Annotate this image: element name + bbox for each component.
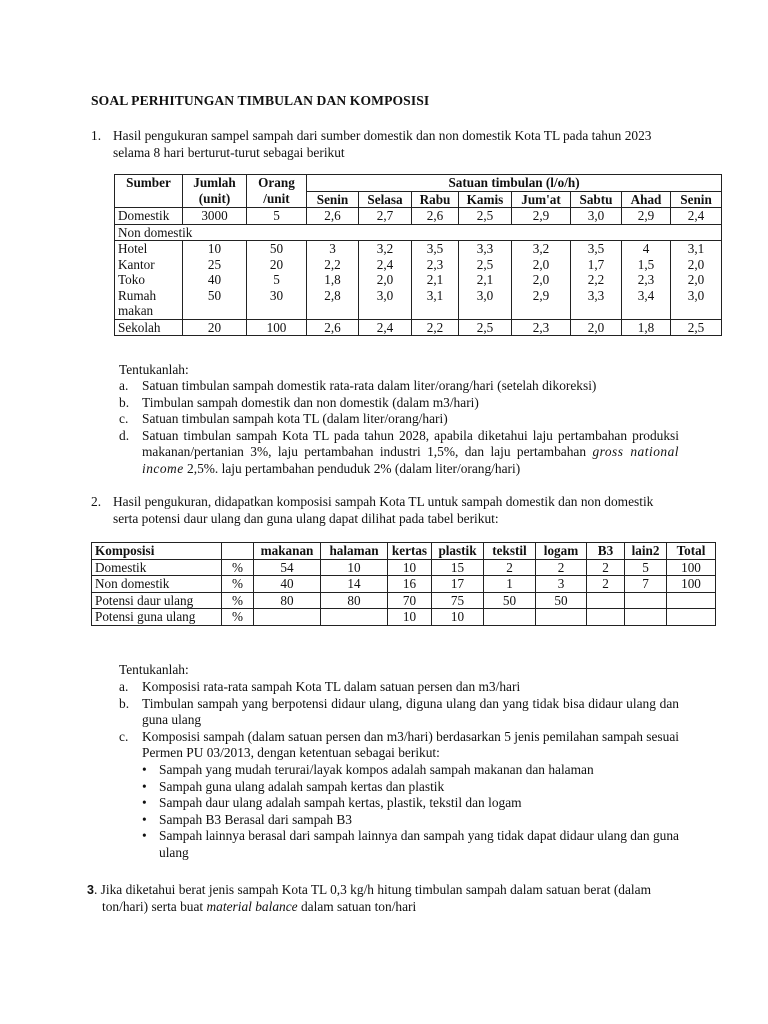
komposisi-cell: 10 — [388, 609, 432, 626]
komposisi-header: logam — [536, 543, 587, 560]
komposisi-cell: 10 — [388, 559, 432, 576]
timbulan-cell: 2,6 — [307, 319, 359, 336]
unit-cell: % — [222, 609, 254, 626]
question-1-line-1: Hasil pengukuran sampel sampah dari sumber domestik dan non domestik Kota TL pada tahun 2023 — [113, 128, 652, 143]
header-satuan-timbulan: Satuan timbulan (l/o/h) — [307, 175, 722, 192]
q2-task-list — [119, 679, 679, 862]
komposisi-cell — [321, 609, 388, 626]
orang-cell: 100 — [247, 319, 307, 336]
timbulan-cell: 1,5 — [622, 257, 671, 273]
source-label: Hotel — [115, 241, 183, 257]
komposisi-cell — [587, 592, 625, 609]
timbulan-cell: 3,2 — [359, 241, 412, 257]
komposisi-cell — [536, 609, 587, 626]
question-2-line-2: serta potensi daur ulang dan guna ulang dapat dilihat pada tabel berikut: — [113, 510, 499, 526]
timbulan-cell: 3,3 — [459, 241, 512, 257]
orang-cell: 50 — [247, 241, 307, 257]
komposisi-cell: 3 — [536, 576, 587, 593]
q2-task-item: c. Komposisi sampah (dalam satuan persen dan m3/hari) berdasarkan 5 jenis pemilahan sampah sesuai Permen PU 03/2013, dengan ketentuan sebagai berikut: — [119, 728, 679, 761]
komposisi-cell: 15 — [432, 559, 484, 576]
komposisi-header — [222, 543, 254, 560]
komposisi-cell — [484, 609, 536, 626]
unit-cell: % — [222, 592, 254, 609]
komposisi-header: plastik — [432, 543, 484, 560]
timbulan-cell: 2,3 — [622, 272, 671, 288]
komposisi-cell: 10 — [321, 559, 388, 576]
komposisi-cell: 75 — [432, 592, 484, 609]
question-1-text — [113, 128, 685, 161]
timbulan-cell: 2,5 — [671, 319, 722, 336]
komposisi-cell: 16 — [388, 576, 432, 593]
komposisi-cell: 1 — [484, 576, 536, 593]
komposisi-cell — [254, 609, 321, 626]
komposisi-cell — [587, 609, 625, 626]
non-domestik-label: Non domestik — [115, 224, 722, 241]
komposisi-cell: 100 — [667, 559, 716, 576]
header-day: Jum'at — [512, 191, 571, 208]
timbulan-cell: 1,8 — [622, 319, 671, 336]
jumlah-cell: 25 — [183, 257, 247, 273]
header-day: Senin — [307, 191, 359, 208]
komposisi-cell: 50 — [536, 592, 587, 609]
q2-tentukan: Tentukanlah: — [119, 662, 189, 677]
komposisi-header: halaman — [321, 543, 388, 560]
jumlah-cell: 3000 — [183, 208, 247, 225]
header-day: Ahad — [622, 191, 671, 208]
header-jumlah: Jumlah (unit) — [183, 175, 247, 208]
unit-cell: % — [222, 576, 254, 593]
q1-task-list — [119, 378, 679, 478]
table-row — [92, 592, 716, 609]
timbulan-cell: 3,5 — [571, 241, 622, 257]
timbulan-cell: 2,0 — [512, 257, 571, 273]
question-2-line-1: Hasil pengukuran, didapatkan komposisi sampah Kota TL untuk sampah domestik dan non domestik — [113, 494, 654, 509]
timbulan-cell: 2,4 — [671, 208, 722, 225]
komposisi-cell: 40 — [254, 576, 321, 593]
timbulan-cell: 2,6 — [412, 208, 459, 225]
page-title: SOAL PERHITUNGAN TIMBULAN DAN KOMPOSISI — [91, 93, 430, 108]
timbulan-cell: 2,6 — [307, 208, 359, 225]
bullet-icon: • — [142, 811, 147, 827]
table-row — [92, 576, 716, 593]
bullet-icon: • — [142, 761, 147, 777]
question-1-line-2: selama 8 hari berturut-turut sebagai berikut — [113, 144, 345, 160]
q1-task-item: c. Satuan timbulan sampah kota TL (dalam liter/orang/hari) — [119, 411, 448, 427]
komposisi-cell — [625, 609, 667, 626]
bullet-item: • Sampah guna ulang adalah sampah kertas dan plastik — [142, 778, 445, 794]
header-sumber: Sumber — [115, 175, 183, 208]
komposisi-header: lain2 — [625, 543, 667, 560]
jumlah-cell: 40 — [183, 272, 247, 288]
bullet-icon: • — [142, 828, 147, 844]
komposisi-cell: 54 — [254, 559, 321, 576]
timbulan-cell: 2,0 — [671, 272, 722, 288]
komposisi-cell: 50 — [484, 592, 536, 609]
timbulan-cell: 3,3 — [571, 288, 622, 320]
timbulan-cell: 3,1 — [412, 288, 459, 320]
table-row — [115, 272, 722, 288]
q1-task-item: a. Satuan timbulan sampah domestik rata-rata dalam liter/orang/hari (setelah dikoreksi) — [119, 378, 597, 393]
timbulan-cell: 2,7 — [359, 208, 412, 225]
bullet-item: • Sampah daur ulang adalah sampah kertas, plastik, tekstil dan logam — [142, 795, 522, 811]
komposisi-table — [91, 542, 716, 626]
header-day: Selasa — [359, 191, 412, 208]
q2-task-item: a. Komposisi rata-rata sampah Kota TL dalam satuan persen dan m3/hari — [119, 679, 521, 694]
bullet-item: • Sampah B3 Berasal dari sampah B3 — [142, 811, 353, 827]
question-3: 3. Jika diketahui berat jenis sampah Kota TL 0,3 kg/h hitung timbulan sampah dalam satuan berat (dalam ton/hari) serta buat material balance dalam satuan ton/hari — [87, 882, 652, 914]
timbulan-cell: 2,9 — [512, 208, 571, 225]
komposisi-cell: 2 — [484, 559, 536, 576]
komposisi-cell — [667, 609, 716, 626]
source-label: Domestik — [115, 208, 183, 225]
question-2-number: 2. — [91, 494, 102, 509]
jumlah-cell: 10 — [183, 241, 247, 257]
komposisi-cell: 2 — [587, 576, 625, 593]
timbulan-cell: 2,2 — [412, 319, 459, 336]
timbulan-table — [114, 174, 722, 336]
komposisi-cell: 7 — [625, 576, 667, 593]
orang-cell: 20 — [247, 257, 307, 273]
bullet-item: • Sampah lainnya berasal dari sampah lainnya dan sampah yang tidak dapat didaur ulang dan guna ulang — [142, 828, 679, 860]
timbulan-cell: 1,8 — [307, 272, 359, 288]
timbulan-cell: 2,2 — [307, 257, 359, 273]
timbulan-cell: 3,1 — [671, 241, 722, 257]
timbulan-cell: 2,8 — [307, 288, 359, 320]
timbulan-cell: 2,1 — [459, 272, 512, 288]
timbulan-cell: 3,0 — [459, 288, 512, 320]
bullet-icon: • — [142, 778, 147, 794]
timbulan-cell: 3,0 — [571, 208, 622, 225]
komposisi-cell — [667, 592, 716, 609]
timbulan-cell: 2,3 — [512, 319, 571, 336]
bullet-item: • Sampah yang mudah terurai/layak kompos adalah sampah makanan dan halaman — [142, 761, 594, 777]
komposisi-header: kertas — [388, 543, 432, 560]
komposisi-cell: 5 — [625, 559, 667, 576]
timbulan-cell: 3,0 — [671, 288, 722, 320]
timbulan-cell: 2,5 — [459, 208, 512, 225]
komposisi-header: tekstil — [484, 543, 536, 560]
header-day: Kamis — [459, 191, 512, 208]
table-row — [92, 559, 716, 576]
orang-cell: 5 — [247, 272, 307, 288]
timbulan-cell: 4 — [622, 241, 671, 257]
timbulan-cell: 2,5 — [459, 257, 512, 273]
komposisi-label: Domestik — [92, 559, 222, 576]
q2-task-item: b. Timbulan sampah yang berpotensi didaur ulang, diguna ulang dan yang tidak bisa didaur ulang dan guna ulang — [119, 695, 679, 728]
komposisi-header: Total — [667, 543, 716, 560]
orang-cell: 30 — [247, 288, 307, 320]
q1-task-d: d. Satuan timbulan sampah Kota TL pada tahun 2028, apabila diketahui laju pertambahan produksi makanan/pertanian 3%, laju pertambahan industri 1,5%, dan laju pertambahan gross national income 2,5%. laju pertambahan penduduk 2% (dalam liter/orang/hari) — [119, 427, 679, 476]
header-day: Rabu — [412, 191, 459, 208]
q2-bullet-container — [119, 762, 679, 862]
timbulan-cell: 2,9 — [512, 288, 571, 320]
timbulan-cell: 2,0 — [512, 272, 571, 288]
komposisi-cell: 2 — [536, 559, 587, 576]
timbulan-cell: 2,4 — [359, 319, 412, 336]
timbulan-cell: 2,3 — [412, 257, 459, 273]
timbulan-cell: 1,7 — [571, 257, 622, 273]
header-day: Sabtu — [571, 191, 622, 208]
timbulan-cell: 3,4 — [622, 288, 671, 320]
komposisi-cell: 80 — [254, 592, 321, 609]
header-orang: Orang /unit — [247, 175, 307, 208]
komposisi-label: Non domestik — [92, 576, 222, 593]
komposisi-cell: 10 — [432, 609, 484, 626]
source-label: Kantor — [115, 257, 183, 273]
komposisi-cell: 100 — [667, 576, 716, 593]
orang-cell: 5 — [247, 208, 307, 225]
timbulan-cell: 2,4 — [359, 257, 412, 273]
timbulan-cell: 2,0 — [671, 257, 722, 273]
timbulan-cell: 3,2 — [512, 241, 571, 257]
timbulan-cell: 2,0 — [359, 272, 412, 288]
komposisi-label: Potensi guna ulang — [92, 609, 222, 626]
question-3-number: 3 — [87, 883, 94, 897]
timbulan-cell: 3 — [307, 241, 359, 257]
unit-cell: % — [222, 559, 254, 576]
komposisi-label: Potensi daur ulang — [92, 592, 222, 609]
question-2-text — [113, 494, 683, 527]
question-1-number: 1. — [91, 128, 102, 143]
header-day: Senin — [671, 191, 722, 208]
table-row — [115, 257, 722, 273]
komposisi-cell: 2 — [587, 559, 625, 576]
source-label: Rumah makan — [115, 288, 183, 320]
bullet-icon: • — [142, 795, 147, 811]
timbulan-cell: 3,5 — [412, 241, 459, 257]
komposisi-cell: 80 — [321, 592, 388, 609]
komposisi-header: B3 — [587, 543, 625, 560]
table-row — [92, 609, 716, 626]
komposisi-cell: 17 — [432, 576, 484, 593]
timbulan-cell: 2,1 — [412, 272, 459, 288]
q1-task-item: b. Timbulan sampah domestik dan non domestik (dalam m3/hari) — [119, 394, 479, 410]
source-label: Sekolah — [115, 319, 183, 336]
timbulan-cell: 2,0 — [571, 319, 622, 336]
komposisi-cell: 14 — [321, 576, 388, 593]
komposisi-header: Komposisi — [92, 543, 222, 560]
source-label: Toko — [115, 272, 183, 288]
timbulan-cell: 2,9 — [622, 208, 671, 225]
jumlah-cell: 50 — [183, 288, 247, 320]
komposisi-cell — [625, 592, 667, 609]
komposisi-header: makanan — [254, 543, 321, 560]
timbulan-cell: 2,5 — [459, 319, 512, 336]
komposisi-cell: 70 — [388, 592, 432, 609]
question-3-line-1: . Jika diketahui berat jenis sampah Kota TL 0,3 kg/h hitung timbulan sampah dalam satuan berat (dalam — [93, 882, 652, 897]
timbulan-cell: 2,2 — [571, 272, 622, 288]
table-row — [115, 241, 722, 257]
q1-tentukan: Tentukanlah: — [119, 362, 189, 377]
timbulan-cell: 3,0 — [359, 288, 412, 320]
jumlah-cell: 20 — [183, 319, 247, 336]
